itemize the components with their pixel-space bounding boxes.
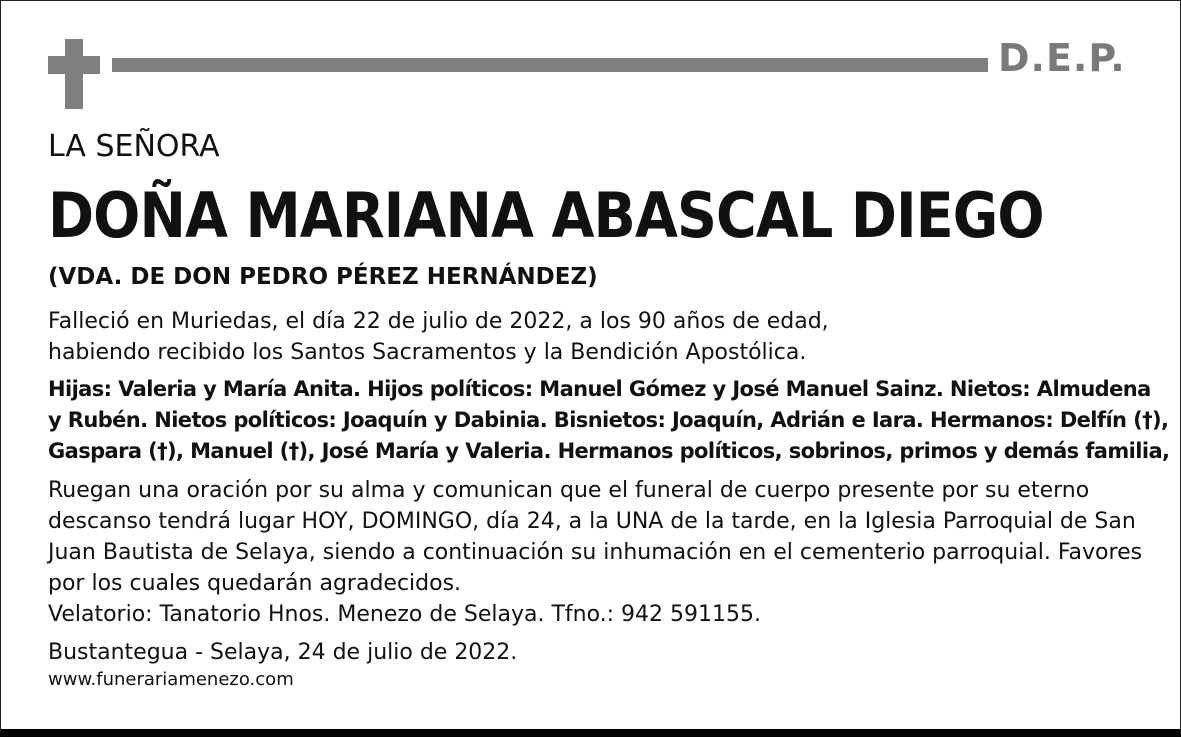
- family-line: Gaspara (†), Manuel (†), José María y Valeria. Hermanos políticos, sobrinos, primos y demás familia,: [48, 439, 1170, 463]
- family-line: y Rubén. Nietos políticos: Joaquín y Dabinia. Bisnietos: Joaquín, Adrián e Iara. Hermanos: Delfín (†),: [48, 408, 1169, 432]
- place-date: Bustantegua - Selaya, 24 de julio de 2022.: [48, 640, 518, 665]
- funeral-line: Ruegan una oración por su alma y comunican que el funeral de cuerpo presente por su eterno: [48, 478, 1090, 503]
- header-rule: [112, 58, 988, 72]
- deceased-name: DOÑA MARIANA ABASCAL DIEGO: [48, 179, 1044, 252]
- dep-label: D.E.P.: [998, 36, 1126, 80]
- funeral-paragraph: [48, 475, 1142, 630]
- intro-label: LA SEÑORA: [48, 129, 220, 164]
- death-paragraph: [48, 306, 829, 368]
- funeral-line: por los cuales quedarán agradecidos.: [48, 571, 462, 596]
- death-line: Falleció en Muriedas, el día 22 de julio de 2022, a los 90 años de edad,: [48, 309, 829, 334]
- funeral-line: Juan Bautista de Selaya, siendo a continuación su inhumación en el cementerio parroquial. Favores: [48, 540, 1143, 565]
- death-line: habiendo recibido los Santos Sacramentos y la Bendición Apostólica.: [48, 340, 807, 365]
- widow-of-line: (VDA. DE DON PEDRO PÉREZ HERNÁNDEZ): [48, 264, 598, 290]
- cross-icon: [65, 39, 83, 109]
- family-line: Hijas: Valeria y María Anita. Hijos políticos: Manuel Gómez y José Manuel Sainz. Nietos: Almudena: [48, 377, 1151, 401]
- family-paragraph: [48, 374, 1169, 467]
- cross-icon-bar: [48, 56, 100, 74]
- funeral-line: Velatorio: Tanatorio Hnos. Menezo de Selaya. Tfno.: 942 591155.: [48, 602, 762, 627]
- website-link[interactable]: www.funerariamenezo.com: [48, 669, 294, 690]
- funeral-line: descanso tendrá lugar HOY, DOMINGO, día 24, a la UNA de la tarde, en la Iglesia Parroquial de San: [48, 509, 1136, 534]
